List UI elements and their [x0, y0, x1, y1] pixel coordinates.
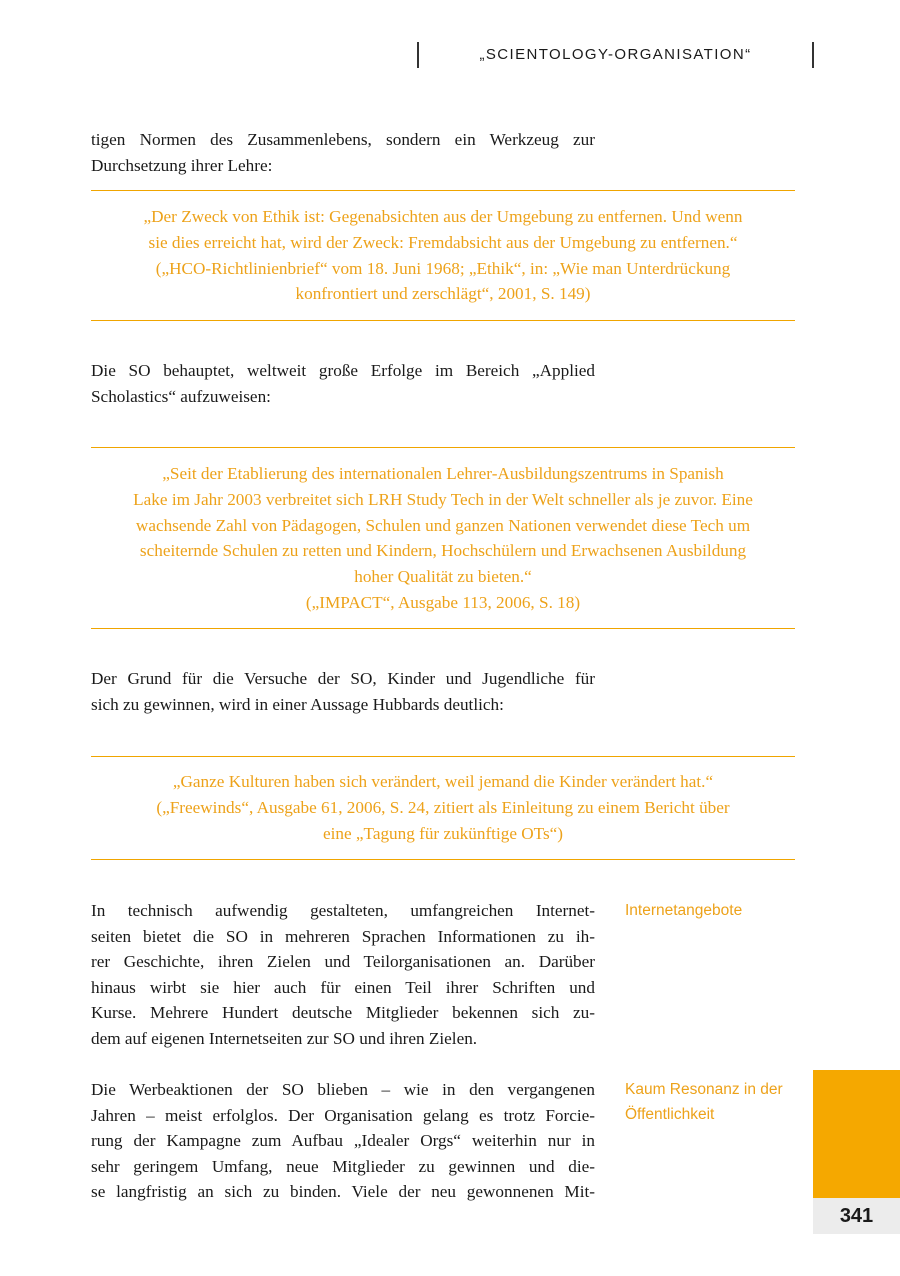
- body-paragraph-2: [91, 358, 595, 409]
- quote-line: scheiternde Schulen zu retten und Kindern, Hochschülern und Erwachsenen Ausbildung: [139, 541, 747, 561]
- marginal-note-internetangebote: [625, 898, 805, 923]
- marginal-line: Internetangebote: [625, 902, 743, 919]
- text-line: Die Werbeaktionen der SO blieben – wie in den vergangenen: [91, 1080, 595, 1099]
- quote-line: „Der Zweck von Ethik ist: Gegenabsichten aus der Umgebung zu entfernen. Und wenn: [143, 207, 743, 226]
- text-line: se langfristig an sich zu binden. Viele der neu gewonnenen Mit-: [91, 1182, 595, 1201]
- text-line: Durchsetzung ihrer Lehre:: [91, 155, 273, 175]
- quote-line: konfrontiert und zerschlägt“, 2001, S. 149): [295, 284, 591, 304]
- quote-line: sie dies erreicht hat, wird der Zweck: Fremdabsicht aus der Umgebung zu entfernen.“: [148, 232, 738, 252]
- quote-line: hoher Qualität zu bieten.“: [354, 567, 532, 587]
- text-line: sich zu gewinnen, wird in einer Aussage Hubbards deutlich:: [91, 694, 504, 714]
- quote-line: „Seit der Etablierung des internationalen Lehrer-Ausbildungszentrums in Spanish: [162, 464, 724, 483]
- text-line: sehr geringem Umfang, neue Mitglieder zu gewinnen und die-: [91, 1156, 595, 1176]
- page-edge-tab: [813, 1070, 900, 1198]
- quote-line: („HCO-Richtlinienbrief“ vom 18. Juni 1968; „Ethik“, in: „Wie man Unterdrückung: [155, 258, 731, 278]
- quote-line: wachsende Zahl von Pädagogen, Schulen und ganzen Nationen verwendet diese Tech um: [135, 515, 751, 535]
- quote-line: eine „Tagung für zukünftige OTs“): [322, 823, 564, 843]
- marginal-note-kaum-resonanz: [625, 1077, 805, 1127]
- quote-block-3: [91, 756, 795, 860]
- text-line: rer Geschichte, ihren Zielen und Teilorganisationen an. Darüber: [91, 952, 595, 971]
- body-paragraph-4: [91, 898, 595, 1051]
- body-paragraph-3: [91, 666, 595, 717]
- text-line: Scholastics“ aufzuweisen:: [91, 386, 271, 406]
- text-line: tigen Normen des Zusammenlebens, sondern ein Werkzeug zur: [91, 130, 595, 149]
- text-line: In technisch aufwendig gestalteten, umfangreichen Internet-: [91, 901, 595, 920]
- text-line: Der Grund für die Versuche der SO, Kinder und Jugendliche für: [91, 669, 595, 688]
- text-line: rung der Kampagne zum Aufbau „Idealer Orgs“ weiterhin nur in: [91, 1131, 595, 1150]
- header-divider-right: [812, 42, 814, 68]
- running-header-title: „SCIENTOLOGY-ORGANISATION“: [479, 46, 752, 63]
- text-line: Die SO behauptet, weltweit große Erfolge im Bereich „Applied: [91, 361, 595, 380]
- page-number: 341: [813, 1198, 900, 1234]
- quote-block-1: [91, 190, 795, 321]
- text-line: Kurse. Mehrere Hundert deutsche Mitglieder bekennen sich zu-: [91, 1003, 595, 1022]
- quote-line: („Freewinds“, Ausgabe 61, 2006, S. 24, zitiert als Einleitung zu einem Bericht über: [156, 797, 730, 817]
- marginal-line: Öffentlichkeit: [625, 1106, 715, 1123]
- body-paragraph-1: [91, 127, 595, 178]
- marginal-line: Kaum Resonanz in der: [625, 1081, 783, 1098]
- text-line: seiten bietet die SO in mehreren Sprachen Informationen zu ih-: [91, 926, 595, 946]
- quote-block-2: [91, 447, 795, 629]
- text-line: Jahren – meist erfolglos. Der Organisation gelang es trotz Forcie-: [91, 1105, 595, 1125]
- quote-line: Lake im Jahr 2003 verbreitet sich LRH Study Tech in der Welt schneller als je zuvor. Eine: [133, 489, 753, 509]
- text-line: dem auf eigenen Internetseiten zur SO und ihren Zielen.: [91, 1028, 478, 1048]
- quote-line: („IMPACT“, Ausgabe 113, 2006, S. 18): [305, 592, 581, 612]
- text-line: hinaus wirbt sie hier auch für einen Teil ihrer Schriften und: [91, 977, 595, 997]
- body-paragraph-5: [91, 1077, 595, 1205]
- quote-line: „Ganze Kulturen haben sich verändert, weil jemand die Kinder verändert hat.“: [172, 772, 714, 791]
